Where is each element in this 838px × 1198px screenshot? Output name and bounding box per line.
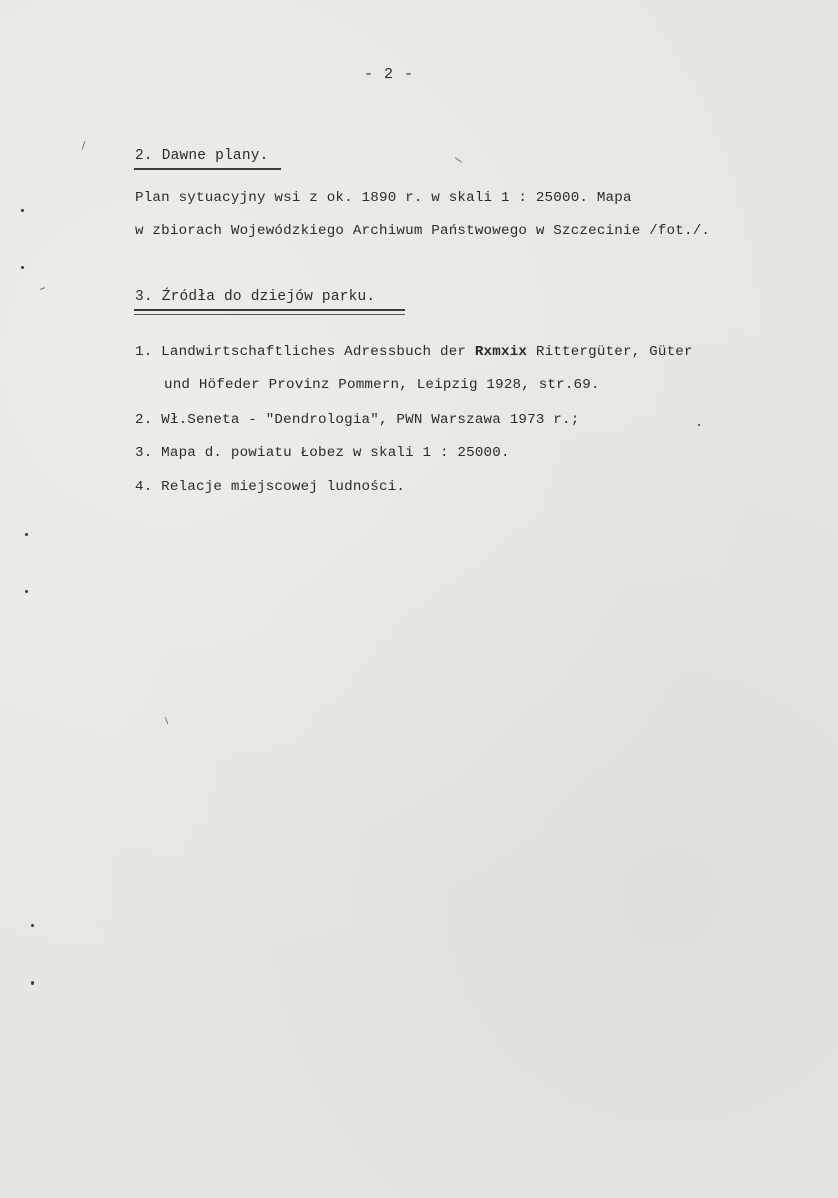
source-item-3: 3. Mapa d. powiatu Łobez w skali 1 : 25000. [135, 445, 510, 461]
source-item-2: 2. Wł.Seneta - "Dendrologia", PWN Warszawa 1973 r.; [135, 412, 580, 428]
paper-speck [25, 590, 28, 593]
source-item-1-line-1 [135, 345, 693, 359]
paper-speck [21, 209, 24, 212]
paper-speck [25, 533, 28, 536]
section-3-heading-underline-second [134, 314, 405, 315]
paper-speck [698, 424, 700, 426]
source-item-1-text-after: Rittergüter, Güter [527, 344, 693, 360]
paper-speck [31, 924, 34, 927]
section-2-line-1: Plan sytuacyjny wsi z ok. 1890 r. w skali 1 : 25000. Mapa [135, 190, 632, 206]
struck-out-word: Rxmxix [474, 344, 528, 360]
paper-speck [31, 981, 34, 985]
section-2-heading: 2. Dawne plany. [135, 148, 269, 164]
source-item-1-line-2: und Höfeder Provinz Pommern, Leipzig 1928, str.69. [164, 377, 600, 393]
source-item-1-text-before: 1. Landwirtschaftliches Adressbuch der [135, 344, 475, 360]
section-3-heading: 3. Źródła do dziejów parku. [135, 289, 376, 305]
paper-speck [21, 266, 24, 269]
page-number: - 2 - [364, 66, 415, 83]
section-2-heading-underline [134, 168, 281, 170]
pencil-mark [82, 141, 86, 150]
source-item-4: 4. Relacje miejscowej ludności. [135, 479, 406, 495]
section-3-heading-underline [134, 309, 405, 311]
section-2-line-2: w zbiorach Wojewódzkiego Archiwum Państwowego w Szczecinie /fot./. [135, 223, 711, 239]
pencil-mark [40, 287, 45, 290]
pencil-mark [165, 717, 168, 724]
pencil-mark [455, 157, 462, 162]
